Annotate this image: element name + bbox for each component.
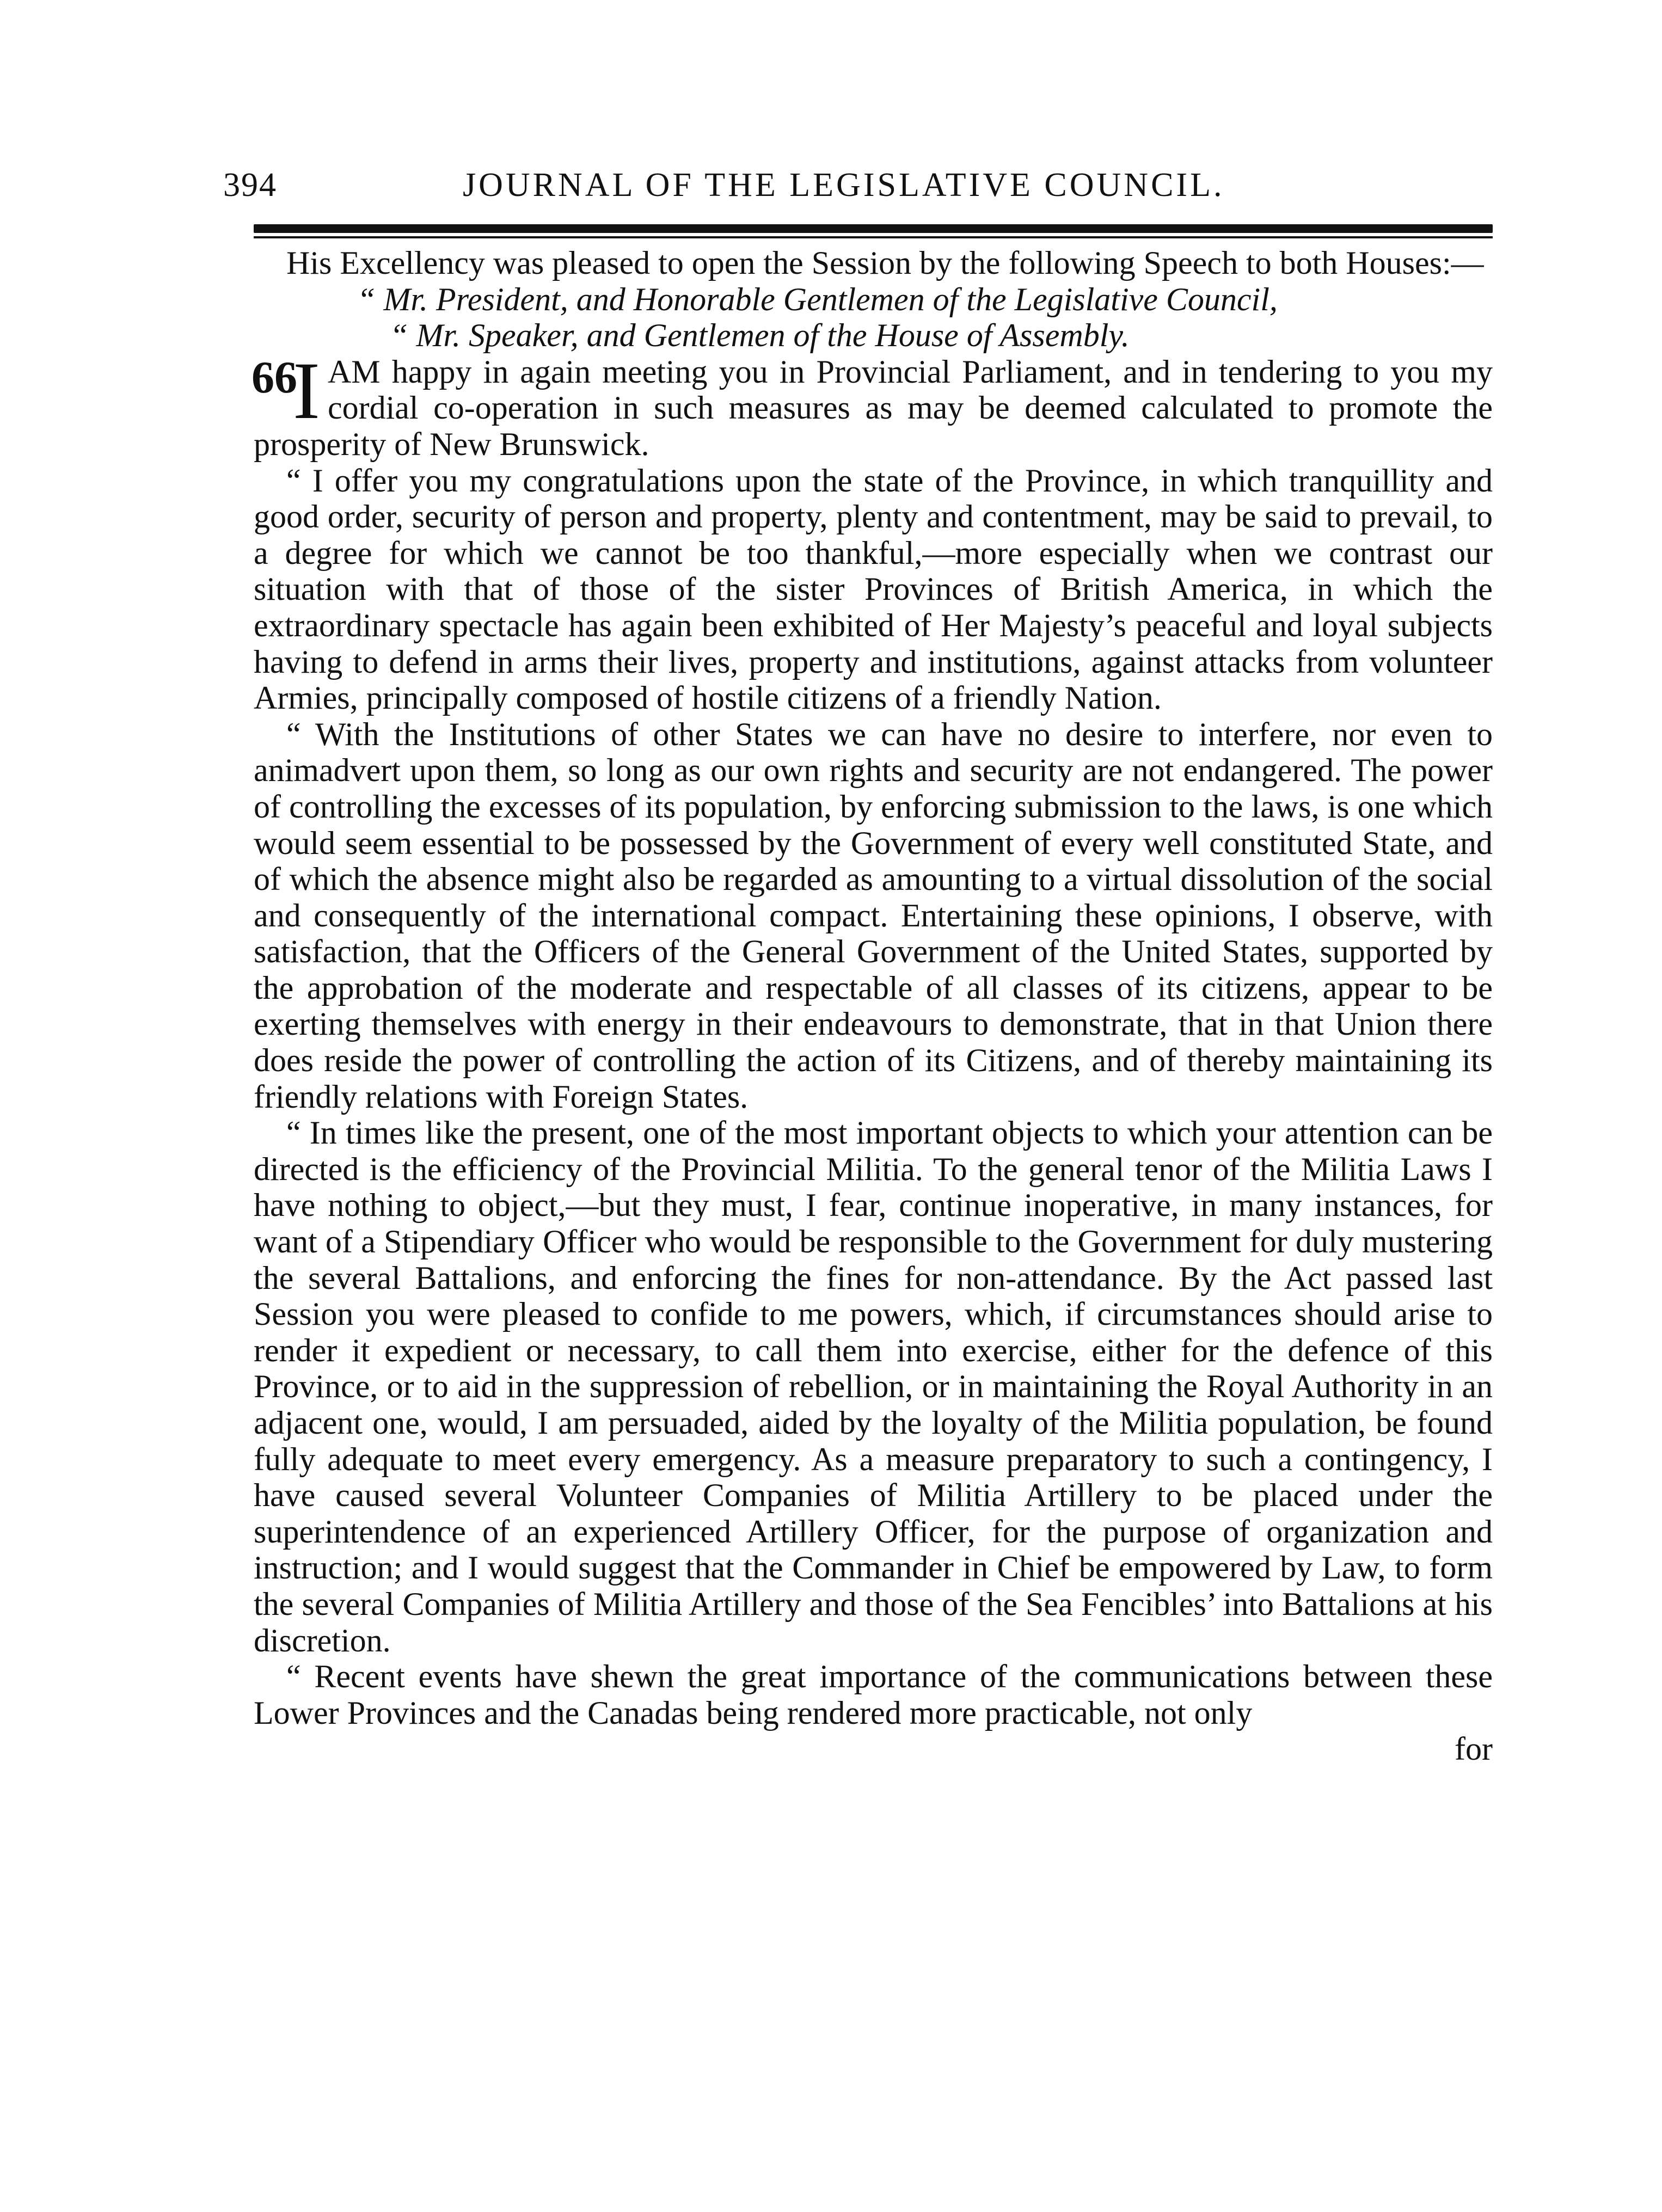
speech-paragraph-1: AM happy in again meeting you in Provincial Parliament, and in tendering to you my cordial co-operation in such measures as may be deemed calculated to promote the prosperity of New Brunswick.	[254, 353, 1493, 462]
address-line-council: “ Mr. President, and Honorable Gentlemen of the Legislative Council,	[357, 281, 1278, 317]
speech-paragraph-3: “ With the Institutions of other States we can have no desire to interfere, nor even to animadvert upon them, so long as our own rights and security are not endangered. The power of controlling the excesses of its population, by enforcing submission to the laws, is one which would seem essential to be possessed by the Government of every well constituted State, and of which the absence might also be regarded as amounting to a virtual dissolution of the social and consequently of the international compact. Entertaining these opinions, I observe, with satisfaction, that the Officers of the General Government of the United States, supported by the approbation of the moderate and respectable of all classes of its citizens, appear to be exerting themselves with energy in their endeavours to demonstrate, that in that Union there does reside the power of controlling the action of its Citizens, and of thereby maintaining its friendly relations with Foreign States.	[254, 716, 1493, 1115]
header-rule-thin	[254, 236, 1493, 238]
page-header	[223, 163, 1500, 212]
speech-paragraph-2: “ I offer you my congratulations upon the state of the Province, in which tranquillity and good order, security of person and property, plenty and contentment, may be said to prevail, to a degree for which we cannot be too thankful,—more especially when we contrast our situation with that of those of the sister Provinces of British America, in which the extraordinary spectacle has again been exhibited of Her Majesty’s peaceful and loyal subjects having to defend in arms their lives, property and institutions, against attacks from volunteer Armies, principally composed of hostile citizens of a friendly Nation.	[254, 462, 1493, 716]
opening-quote-mark: 66	[252, 352, 297, 403]
header-rule-thick	[254, 224, 1493, 233]
speech-paragraph-5: “ Recent events have shewn the great importance of the communications between these Lower Provinces and the Canadas being rendered more practicable, not only	[254, 1658, 1493, 1731]
speech-paragraph-4: “ In times like the present, one of the most important objects to which your attention can be directed is the efficiency of the Provincial Militia. To the general tenor of the Militia Laws I have nothing to object,—but they must, I fear, continue inoperative, in many instances, for want of a Stipendiary Officer who would be responsible to the Government for duly mustering the several Battalions, and enforcing the fines for non-attendance. By the Act passed last Session you were pleased to confide to me powers, which, if circumstances should arise to render it expedient or necessary, to call them into exercise, either for the defence of this Province, or to aid in the suppression of rebellion, or in maintaining the Royal Authority in an adjacent one, would, I am persuaded, aided by the loyalty of the Militia population, be found fully adequate to meet every emergency. As a measure preparatory to such a contingency, I have caused several Volunteer Companies of Militia Artillery to be placed under the superintendence of an experienced Artillery Officer, for the purpose of organization and instruction; and I would suggest that the Commander in Chief be empowered by Law, to form the several Companies of Militia Artillery and those of the Sea Fencibles’ into Battalions at his discretion.	[254, 1115, 1493, 1658]
running-head: JOURNAL OF THE LEGISLATIVE COUNCIL.	[463, 167, 1225, 204]
drop-cap: I	[293, 345, 320, 436]
speech-opening-paragraph	[252, 345, 1493, 463]
page-number: 394	[223, 167, 277, 204]
address-line-assembly: “ Mr. Speaker, and Gentlemen of the House of Assembly.	[390, 317, 1130, 354]
catchword: for	[1455, 1731, 1493, 1767]
body-text	[254, 245, 1493, 1767]
intro-paragraph: His Excellency was pleased to open the Session by the following Speech to both Houses:—	[286, 245, 1484, 281]
